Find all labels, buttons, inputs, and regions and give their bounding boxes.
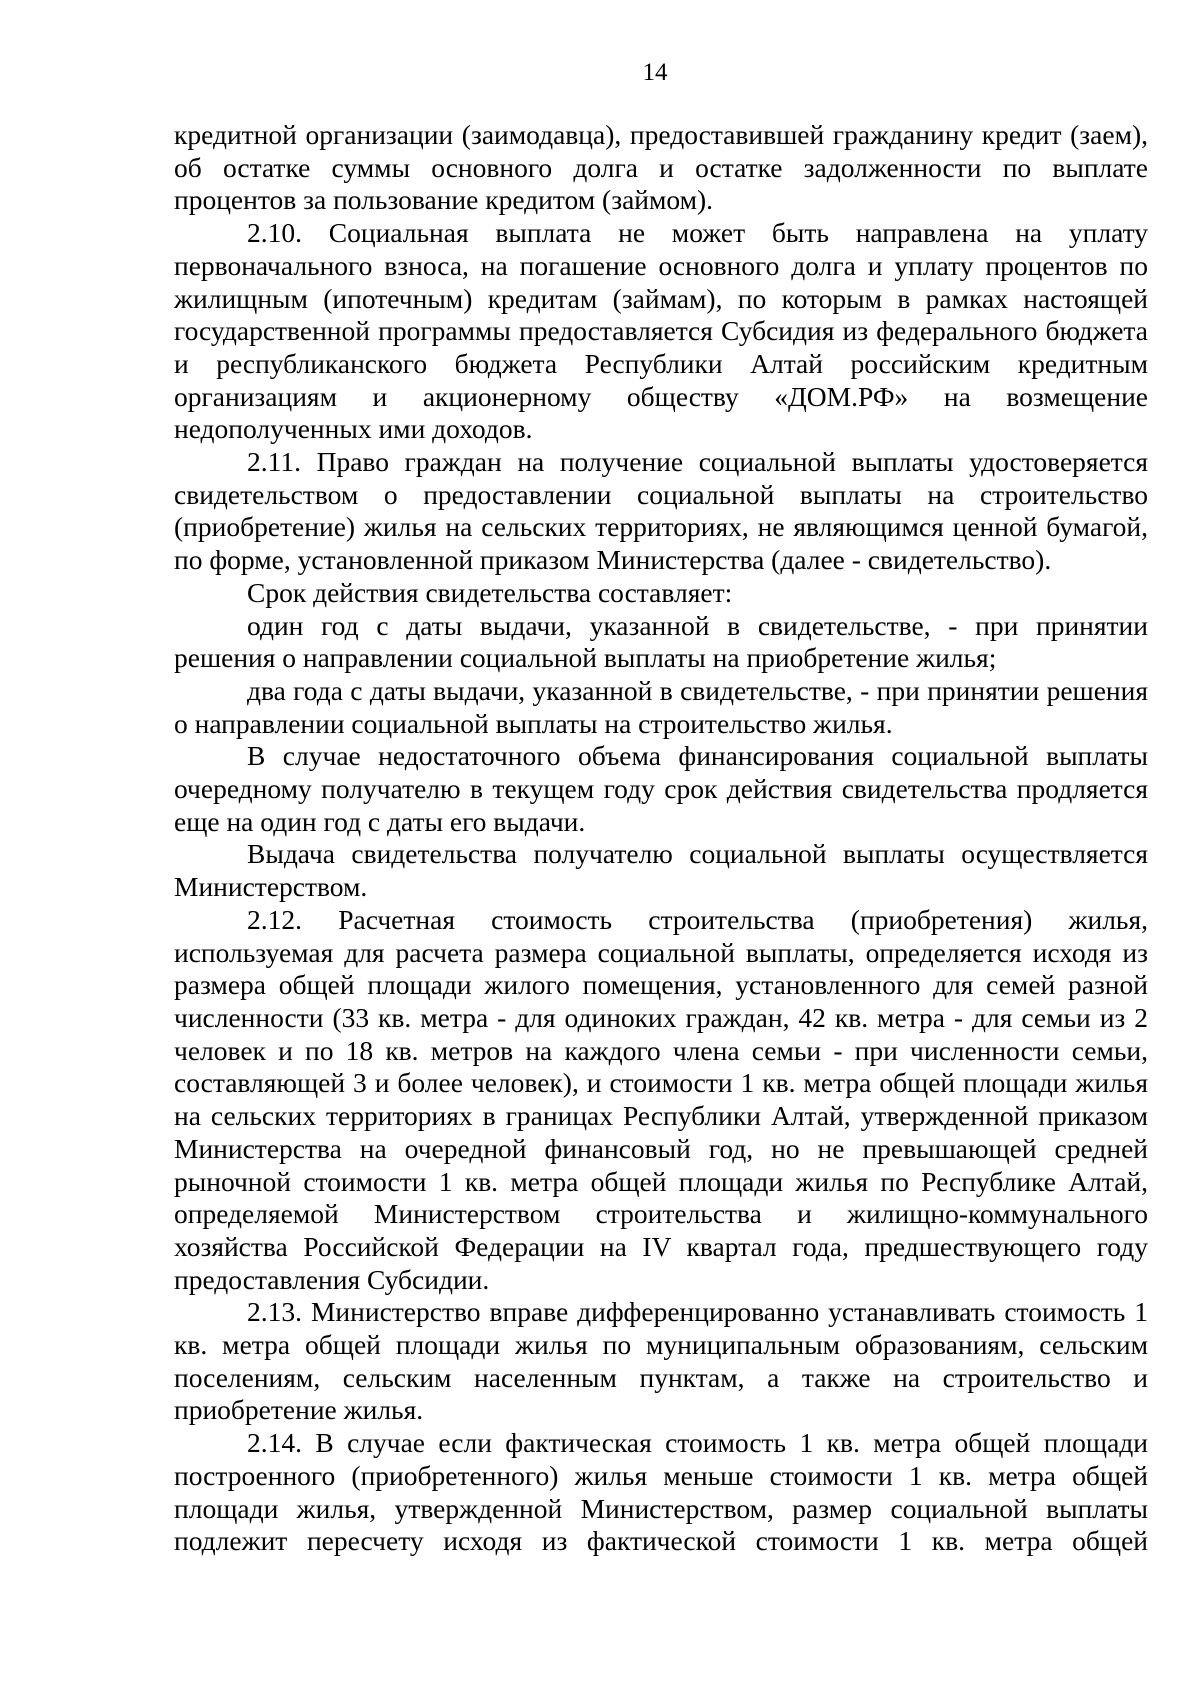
paragraph-insufficient-funding: В случае недостаточного объема финансирования социальной выплаты очередному получателю в текущем году срок действия свидетельства продляется еще на один год с даты его выдачи. <box>174 740 1148 837</box>
paragraph-certificate-issuance: Выдача свидетельства получателю социальной выплаты осуществляется Министерством. <box>174 838 1148 903</box>
paragraph-2-11: 2.11. Право граждан на получение социальной выплаты удостоверяется свидетельством о предоставлении социальной выплаты на строительство (приобретение) жилья на сельских территориях, не являющимся ценной бумагой, по форме, установленной приказом Министерства (далее - свидетельство). <box>174 446 1148 576</box>
paragraph-one-year: один год с даты выдачи, указанной в свидетельстве, - при принятии решения о направлении социальной выплаты на приобретение жилья; <box>174 609 1148 674</box>
paragraph-2-14: 2.14. В случае если фактическая стоимость 1 кв. метра общей площади построенного (приобретенного) жилья меньше стоимости 1 кв. метра общей площади жилья, утвержденной Министерством, размер социальной выплаты подлежит пересчету исходя из фактической стоимости 1 кв. метра общей <box>174 1427 1148 1557</box>
paragraph-2-12: 2.12. Расчетная стоимость строительства (приобретения) жилья, используемая для расчета размера социальной выплаты, определяется исходя из размера общей площади жилого помещения, установленного для семей разной численности (33 кв. метра - для одиноких граждан, 42 кв. метра - для семьи из 2 человек и по 18 кв. метров на каждого члена семьи - при численности семьи, составляющей 3 и более человек), и стоимости 1 кв. метра общей площади жилья на сельских территориях в границах Республики Алтай, утвержденной приказом Министерства на очередной финансовый год, но не превышающей средней рыночной стоимости 1 кв. метра общей площади жилья по Республике Алтай, определяемой Министерством строительства и жилищно-коммунального хозяйства Российской Федерации на IV квартал года, предшествующего году предоставления Субсидии. <box>174 903 1148 1295</box>
paragraph-2-10: 2.10. Социальная выплата не может быть направлена на уплату первоначального взноса, на погашение основного долга и уплату процентов по жилищным (ипотечным) кредитам (займам), по которым в рамках настоящей государственной программы предоставляется Субсидия из федерального бюджета и республиканского бюджета Республики Алтай российским кредитным организациям и акционерному обществу «ДОМ.РФ» на возмещение недополученных ими доходов. <box>174 217 1148 445</box>
paragraph-2-13: 2.13. Министерство вправе дифференцированно устанавливать стоимость 1 кв. метра общей площади жилья по муниципальным образованиям, сельским поселениям, сельским населенным пунктам, а также на строительство и приобретение жилья. <box>174 1296 1148 1426</box>
paragraph-continuation: кредитной организации (заимодавца), предоставившей гражданину кредит (заем), об остатке суммы основного долга и остатке задолженности по выплате процентов за пользование кредитом (займом). <box>174 119 1148 216</box>
paragraph-validity-term: Срок действия свидетельства составляет: <box>247 576 733 608</box>
document-body <box>174 119 1148 1558</box>
paragraph-two-years: два года с даты выдачи, указанной в свидетельстве, - при принятии решения о направлении социальной выплаты на строительство жилья. <box>174 674 1148 739</box>
page-number: 14 <box>642 59 668 86</box>
